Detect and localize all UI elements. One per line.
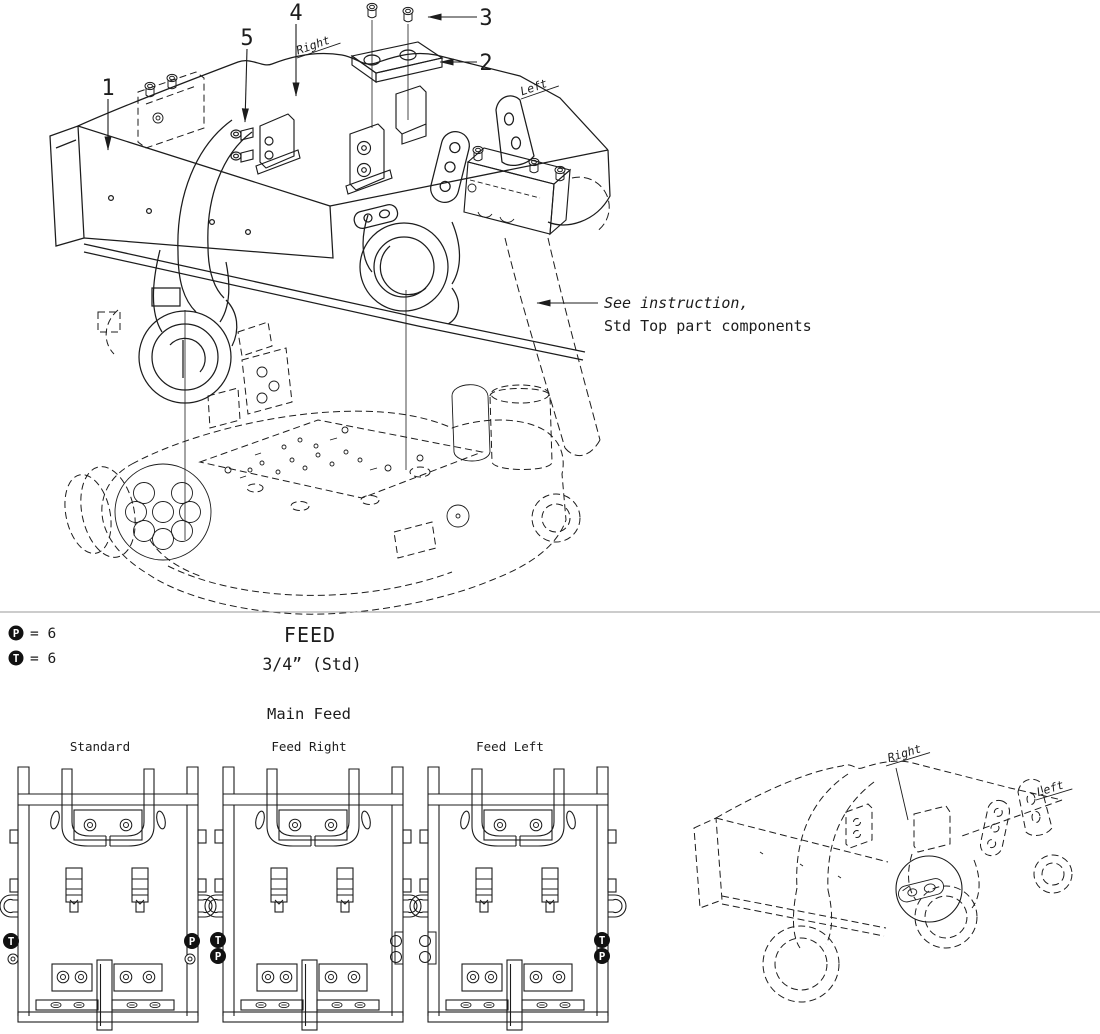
detail-circle [896, 856, 962, 922]
variant-label: Standard [69, 739, 131, 754]
port-letter-p: P [598, 950, 606, 963]
callout-1: 1 [101, 76, 115, 101]
port-letter-t: T [598, 934, 606, 947]
callout-5: 5 [240, 26, 254, 51]
section-titles [262, 623, 361, 723]
lower-swing-unit-details [115, 74, 490, 560]
group-title: Main Feed [267, 705, 351, 723]
p-port-count: = 6 [30, 626, 57, 642]
port-letter-t: T [7, 935, 15, 948]
see-instruction-note [537, 294, 812, 335]
right-clamp-bracket [464, 146, 570, 234]
note-line1: See instruction, [604, 294, 749, 312]
svg-text:Left: Left [1034, 777, 1066, 800]
variant-label: Feed Left [476, 739, 544, 754]
highlighted-clamp-plate [897, 877, 946, 904]
note-line2: Std Top part components [604, 317, 812, 335]
svg-text:Left: Left [518, 76, 550, 99]
top-mount-brackets [231, 86, 426, 194]
clamp-plate-assembly [352, 3, 442, 128]
callout-3: 3 [479, 6, 493, 31]
section-title: FEED [283, 623, 337, 647]
t-port-count: = 6 [30, 651, 57, 667]
t-port-letter: T [12, 652, 20, 665]
svg-text:Right: Right [885, 741, 923, 765]
port-letter-p: P [188, 935, 196, 948]
variant-standard [0, 739, 216, 1030]
main-exploded-view [50, 1, 812, 614]
variant-label: Feed Right [271, 739, 347, 754]
callouts [101, 1, 492, 150]
ports-legend [9, 626, 57, 668]
p-port-letter: P [12, 627, 20, 640]
callout-2: 2 [479, 51, 493, 76]
svg-text:Right: Right [294, 32, 332, 58]
section-subtitle: 3/4” (Std) [262, 655, 362, 674]
port-letter-p: P [214, 950, 222, 963]
variant-feed-left [410, 739, 626, 1030]
variant-feed-right [205, 739, 421, 1030]
left-label-top [516, 73, 558, 99]
left-label-bottom [1032, 776, 1072, 800]
bottom-isometric-view [694, 739, 1072, 1002]
callout-4: 4 [289, 1, 303, 26]
port-letter-t: T [214, 934, 222, 947]
phantom-strap [505, 177, 609, 455]
